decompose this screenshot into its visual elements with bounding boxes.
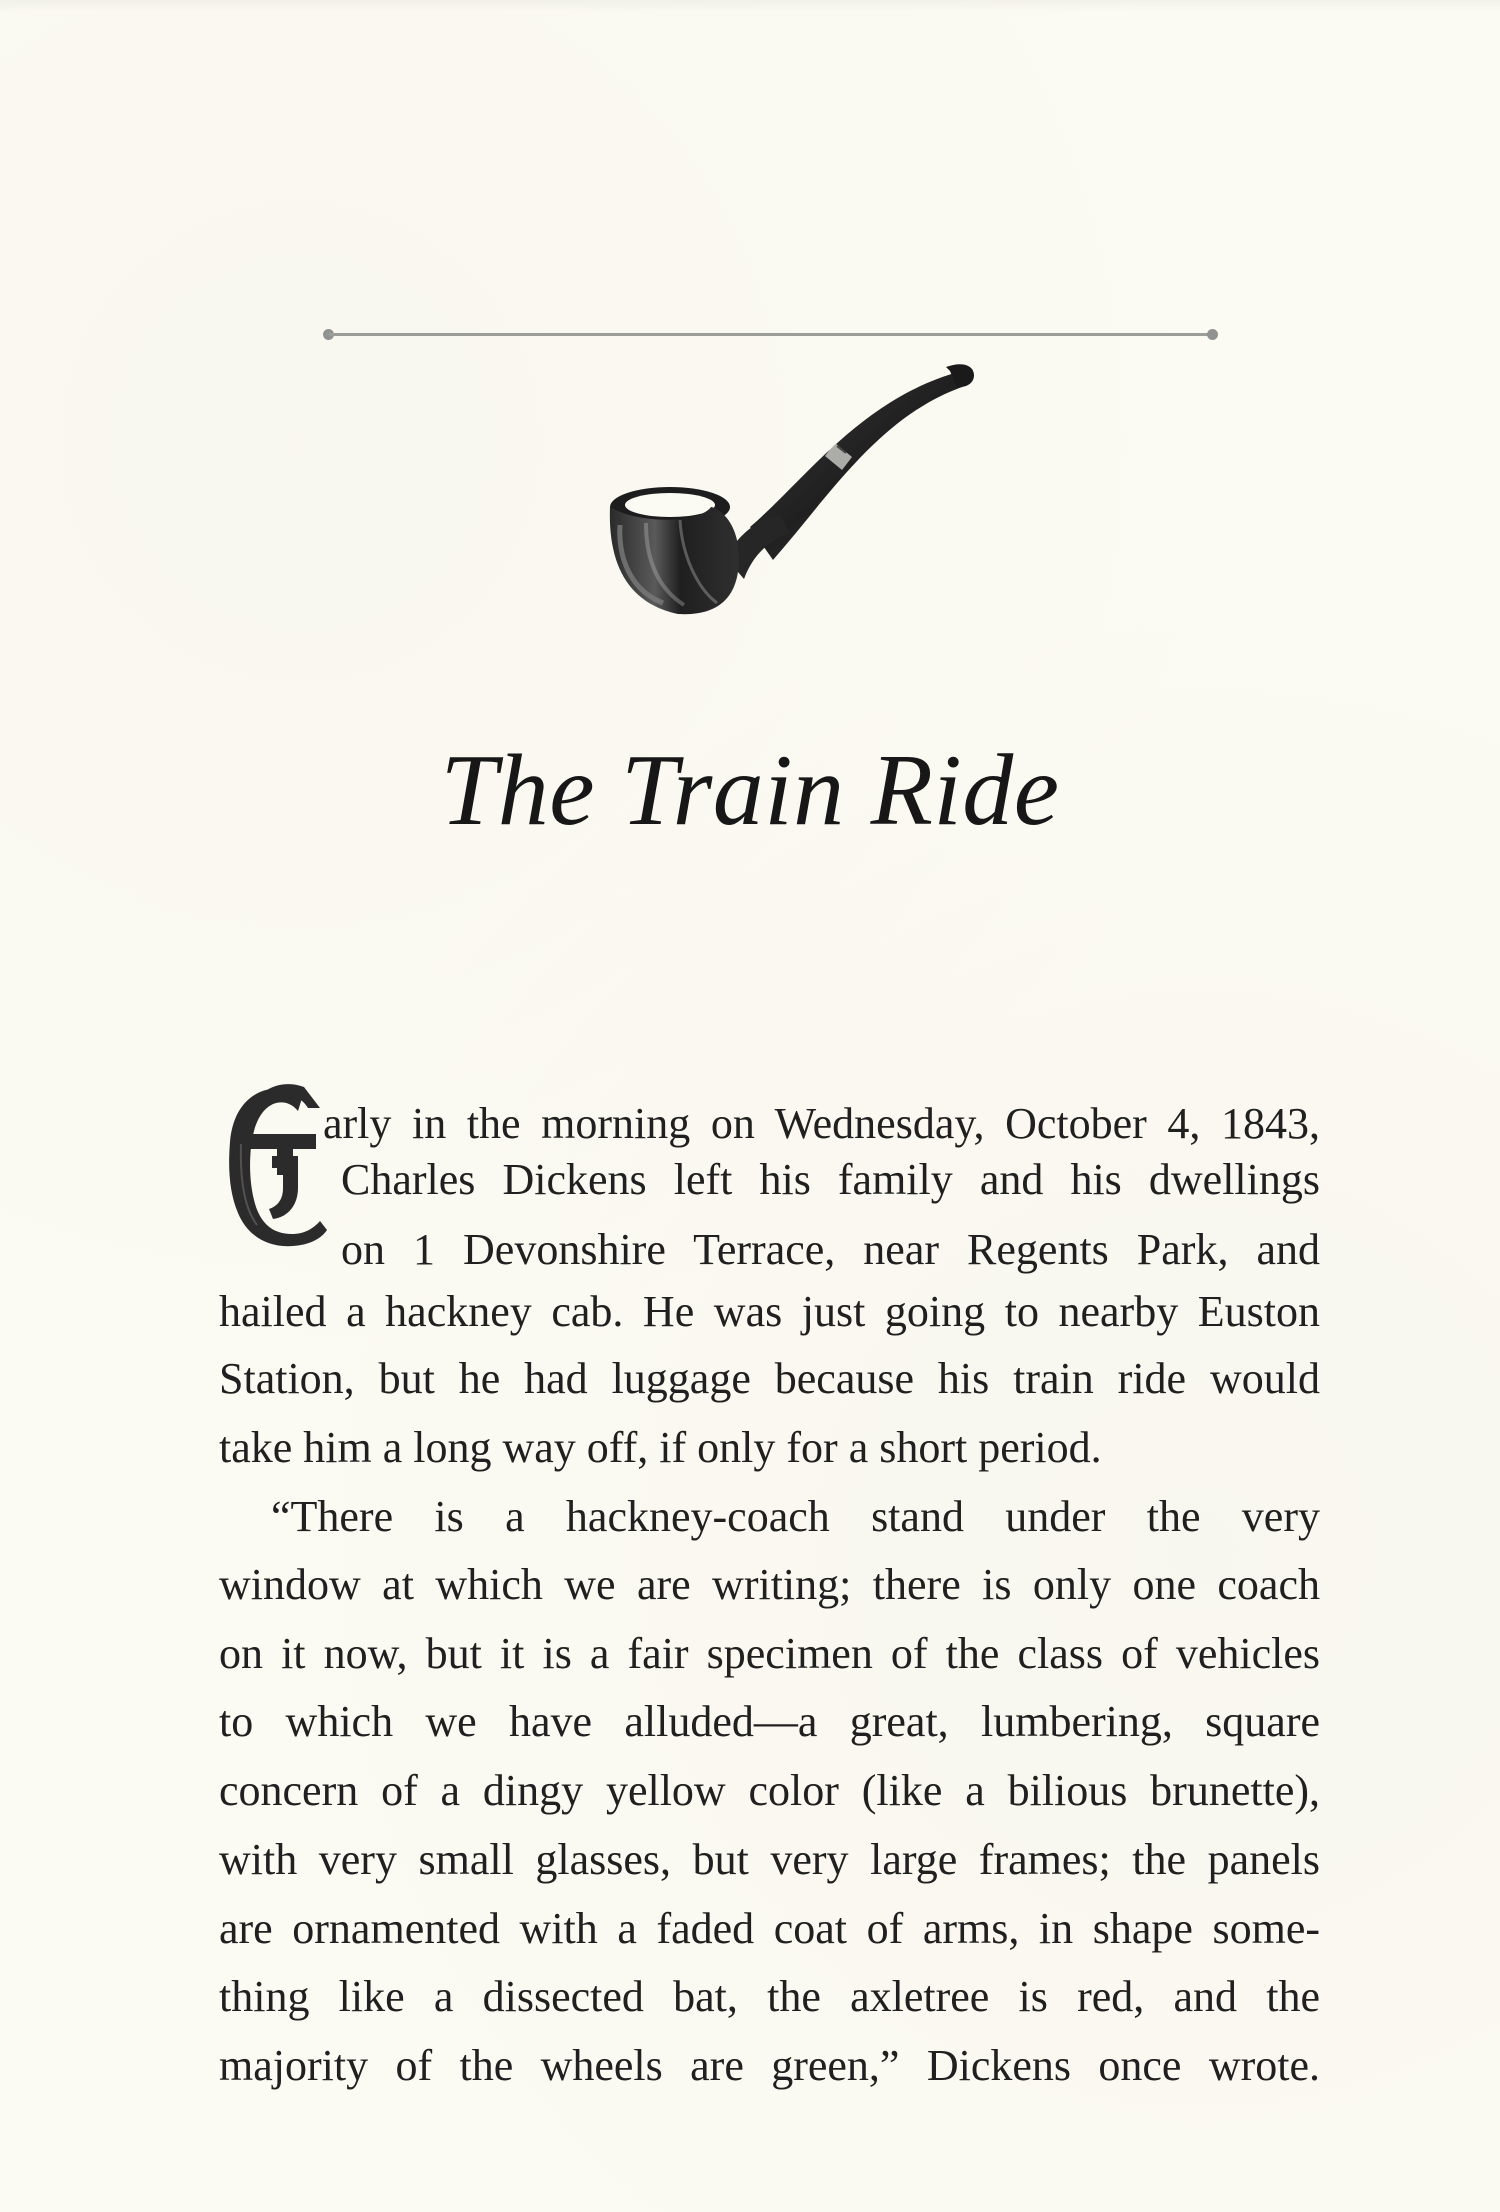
body-line: on 1 Devonshire Terrace, near Regents Park, and [341, 1225, 1320, 1274]
body-line: hailed a hackney cab. He was just going to nearby Euston [219, 1287, 1320, 1336]
scan-edge-shadow [0, 0, 1500, 12]
body-line: are ornamented with a faded coat of arms, in shape some- [219, 1904, 1320, 1953]
body-line: take him a long way off, if only for a short period. [219, 1423, 1102, 1472]
chapter-title: The Train Ride [440, 734, 1060, 847]
body-line: “There is a hackney-coach stand under the very [271, 1492, 1320, 1541]
body-line: arly in the morning on Wednesday, October 4, 1843, [323, 1099, 1320, 1148]
drop-cap-icon [216, 1080, 332, 1254]
pipe-icon [560, 355, 980, 675]
chapter-divider-rule [329, 333, 1213, 336]
body-line: on it now, but it is a fair specimen of the class of vehicles [219, 1629, 1320, 1678]
body-line: with very small glasses, but very large frames; the panels [219, 1835, 1320, 1884]
body-line: majority of the wheels are green,” Dickens once wrote. [219, 2041, 1320, 2090]
body-line: window at which we are writing; there is only one coach [219, 1560, 1320, 1609]
body-line: Charles Dickens left his family and his dwellings [341, 1155, 1320, 1204]
body-line: thing like a dissected bat, the axletree is red, and the [219, 1972, 1320, 2021]
body-line: to which we have alluded—a great, lumbering, square [219, 1697, 1320, 1746]
body-line: concern of a dingy yellow color (like a bilious brunette), [219, 1766, 1320, 1815]
rule-right-dot [1207, 329, 1218, 340]
body-line: Station, but he had luggage because his train ride would [219, 1354, 1320, 1403]
